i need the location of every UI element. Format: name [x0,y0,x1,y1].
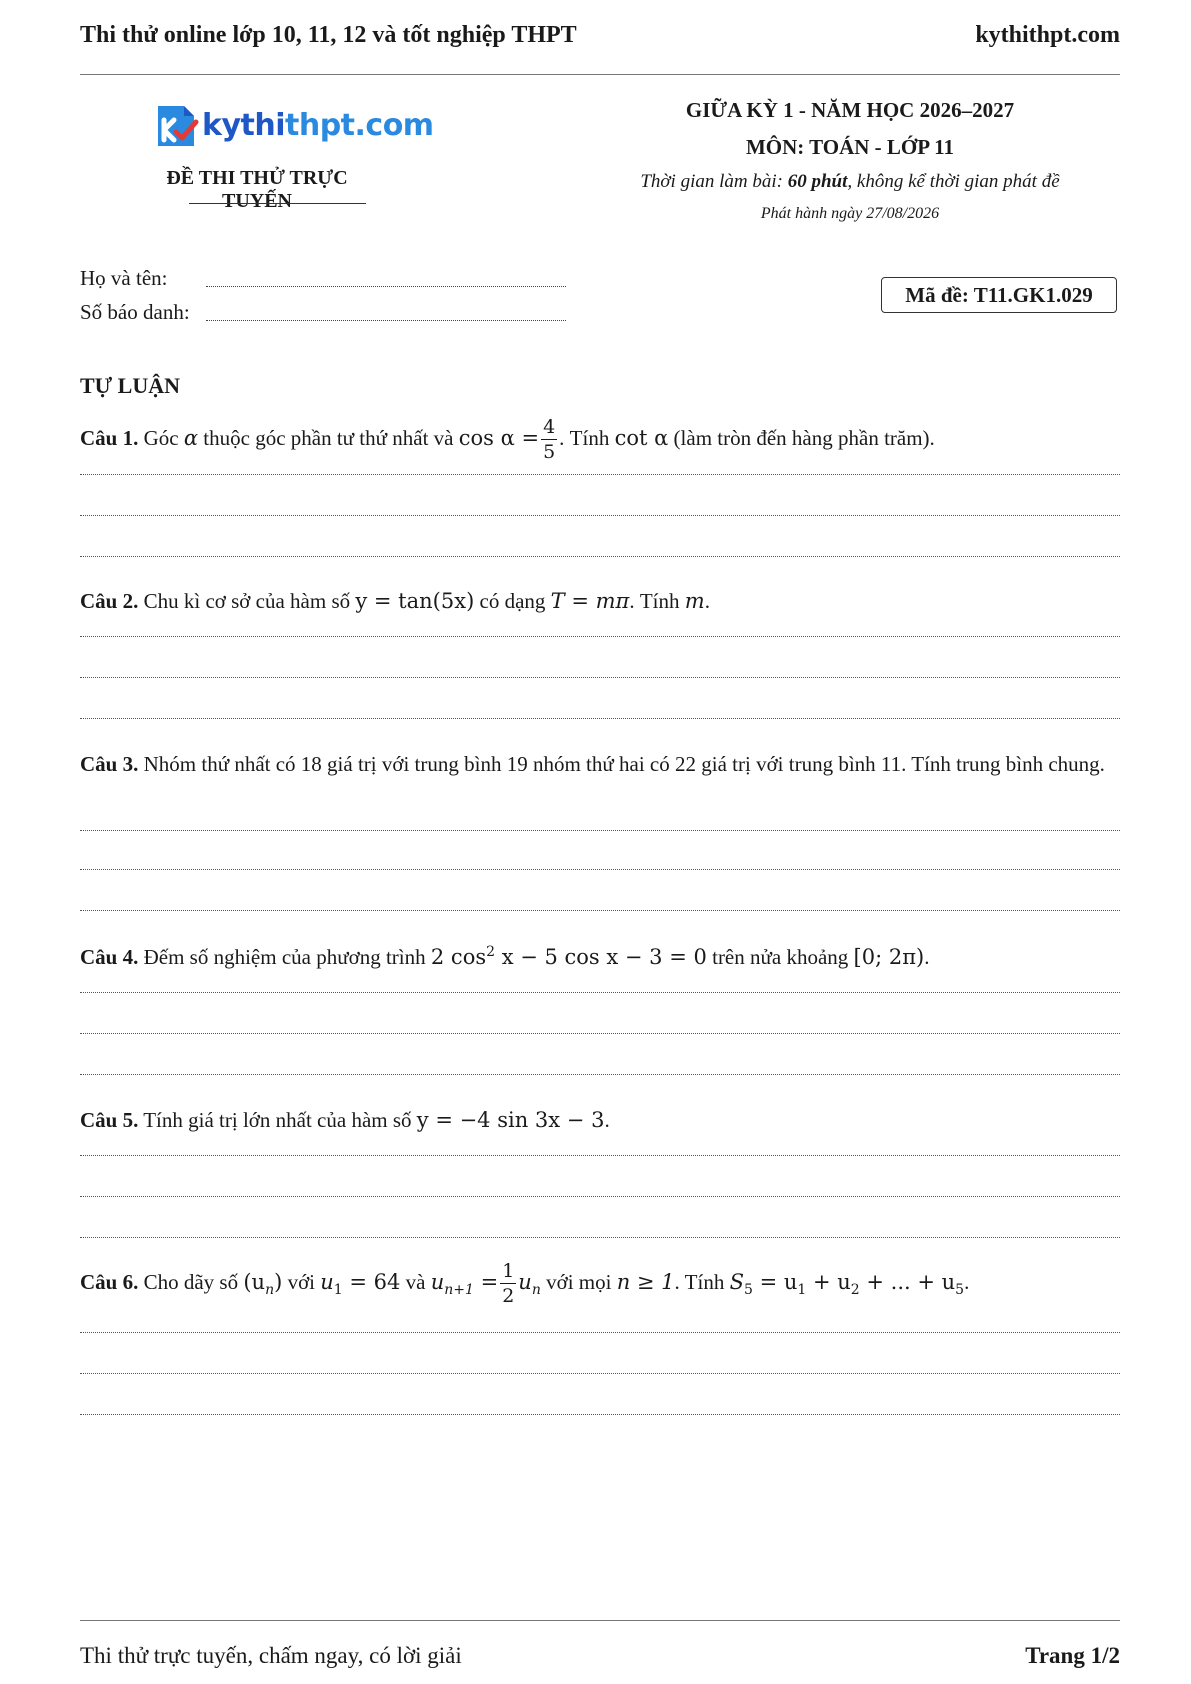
exam-code-box: Mã đề: T11.GK1.029 [881,277,1117,313]
answer-line[interactable] [80,992,1120,993]
question-3-label: Câu 3. [80,752,139,776]
q6-subscript: 1 [333,1282,343,1298]
answer-line[interactable] [80,474,1120,475]
q2-text: có dạng [474,589,551,613]
q1-text: . Tính [559,425,615,450]
q6-subscript: 1 [797,1282,807,1298]
answer-line[interactable] [80,1074,1120,1075]
q6-math: + u [806,1269,851,1294]
q1-text: thuộc góc phần tư thứ nhất và [198,425,459,450]
q6-denominator: 2 [502,1285,515,1307]
logo-document-check-icon [152,102,200,150]
exam-page [80,0,1120,1684]
q4-text: Đếm số nghiệm của phương trình [138,945,431,969]
question-5 [80,1105,1120,1135]
exam-time-prefix: Thời gian làm bài: [640,171,788,192]
q4-math: [0; 2π) [853,945,925,969]
q1-math: α [183,425,199,450]
exam-subject: MÔN: TOÁN - LỚP 11 [745,135,955,159]
q6-text: với [282,1269,321,1294]
question-3 [80,749,1120,779]
student-id-label: Số báo danh: [80,300,190,324]
q6-text: với mọi [540,1269,617,1294]
q5-text: . [604,1108,610,1132]
name-field[interactable] [206,286,566,287]
answer-line[interactable] [80,1237,1120,1238]
question-1-label: Câu 1. [80,425,139,450]
question-5-label: Câu 5. [80,1108,139,1132]
question-6-label: Câu 6. [80,1269,139,1294]
exam-time [560,171,1140,193]
q2-text: Chu kì cơ sở của hàm số [138,589,356,613]
q1-numerator: 4 [543,416,556,438]
q6-numerator: 1 [502,1260,515,1282]
q2-math: y = tan(5x) [355,589,475,613]
q3-text: Nhóm thứ nhất có 18 giá trị với trung bình 19 nhóm thứ hai có 22 giá trị với trung bình 11. Tính trung bình chung. [138,752,1105,776]
question-1 [80,418,1120,462]
q6-math: u [518,1269,532,1294]
q4-text: . [924,945,930,969]
q2-math: m [684,589,705,613]
q6-math: (u [243,1269,266,1294]
exam-time-suffix: , không kể thời gian phát đề [847,171,1060,192]
answer-line[interactable] [80,830,1120,831]
logo-text-kythi: kythi [202,108,285,143]
answer-line[interactable] [80,1373,1120,1374]
q6-fraction [500,1262,516,1306]
answer-line[interactable] [80,515,1120,516]
question-4 [80,942,1120,972]
q6-subscript: n [531,1282,541,1298]
q6-math: = [473,1269,499,1294]
q5-math: y = −4 sin 3x − 3 [416,1108,605,1132]
answer-line[interactable] [80,556,1120,557]
q6-math: u [320,1269,334,1294]
q2-text: . [704,589,710,613]
q6-subscript: 2 [850,1282,860,1298]
q5-text: Tính giá trị lớn nhất của hàm số [138,1108,417,1132]
q6-math: = 64 [342,1269,401,1294]
answer-line[interactable] [80,1033,1120,1034]
q6-subscript: 5 [955,1282,965,1298]
q6-recurrence [430,1269,499,1298]
q6-first-term [320,1269,401,1298]
q2-text: . Tính [629,589,685,613]
q2-math: T = mπ [550,589,630,613]
answer-line[interactable] [80,1196,1120,1197]
q6-math: + ... + u [859,1269,956,1294]
q6-math: S [729,1269,744,1294]
q6-subscript: n [265,1282,275,1298]
exam-release-date: Phát hành ngày 27/08/2026 [760,205,940,222]
site-logo [152,100,434,152]
q1-fraction [541,418,557,462]
question-2-label: Câu 2. [80,589,139,613]
q4-math: x − 5 cos x − 3 = 0 [495,945,707,969]
question-6 [80,1262,1120,1306]
answer-line[interactable] [80,910,1120,911]
answer-line[interactable] [80,869,1120,870]
q6-sequence [243,1269,283,1298]
org-title: ĐỀ THI THỬ TRỰC TUYẾN [166,167,348,212]
section-title: TỰ LUẬN [80,373,181,398]
q4-text: trên nửa khoảng [706,945,854,969]
q6-text: và [400,1269,431,1294]
answer-line[interactable] [80,718,1120,719]
q1-text: (làm tròn đến hàng phần trăm). [668,425,935,450]
q6-text: Cho dãy số [138,1269,244,1294]
header-site: kythithpt.com [975,22,1120,48]
q6-math: n ≥ 1 [616,1269,675,1294]
answer-line[interactable] [80,636,1120,637]
student-id-field[interactable] [206,320,566,321]
q4-math: 2 cos [430,945,487,969]
answer-line[interactable] [80,1155,1120,1156]
answer-line[interactable] [80,1414,1120,1415]
org-title-underline [189,203,366,204]
q6-math: u [430,1269,445,1294]
q1-math: cos α = [458,425,540,450]
footer-tagline: Thi thử trực tuyến, chấm ngay, có lời giải [80,1643,462,1668]
q1-math: cot α [614,425,669,450]
page-number: Trang 1/2 [1025,1643,1120,1668]
q6-subscript: n+1 [444,1282,474,1298]
answer-line[interactable] [80,1332,1120,1333]
footer-divider [80,1620,1120,1621]
exam-title: GIỮA KỲ 1 - NĂM HỌC 2026–2027 [685,98,1015,122]
header-divider [80,74,1120,75]
name-label: Họ và tên: [80,266,168,290]
q6-math: = u [752,1269,798,1294]
q6-text: . Tính [674,1269,730,1294]
logo-text-thpt: thpt.com [285,108,434,143]
q1-denominator: 5 [543,441,556,463]
question-2 [80,586,1120,616]
q6-math: ) [274,1269,283,1294]
question-4-label: Câu 4. [80,945,139,969]
header-title: Thi thử online lớp 10, 11, 12 và tốt nghiệp THPT [80,22,577,48]
q6-text: . [964,1269,970,1294]
q1-text: Góc [138,425,184,450]
exam-time-value: 60 phút [787,171,848,192]
q6-subscript: 5 [743,1282,753,1298]
answer-line[interactable] [80,677,1120,678]
q6-sum [729,1269,965,1298]
q4-superscript: 2 [486,944,496,960]
